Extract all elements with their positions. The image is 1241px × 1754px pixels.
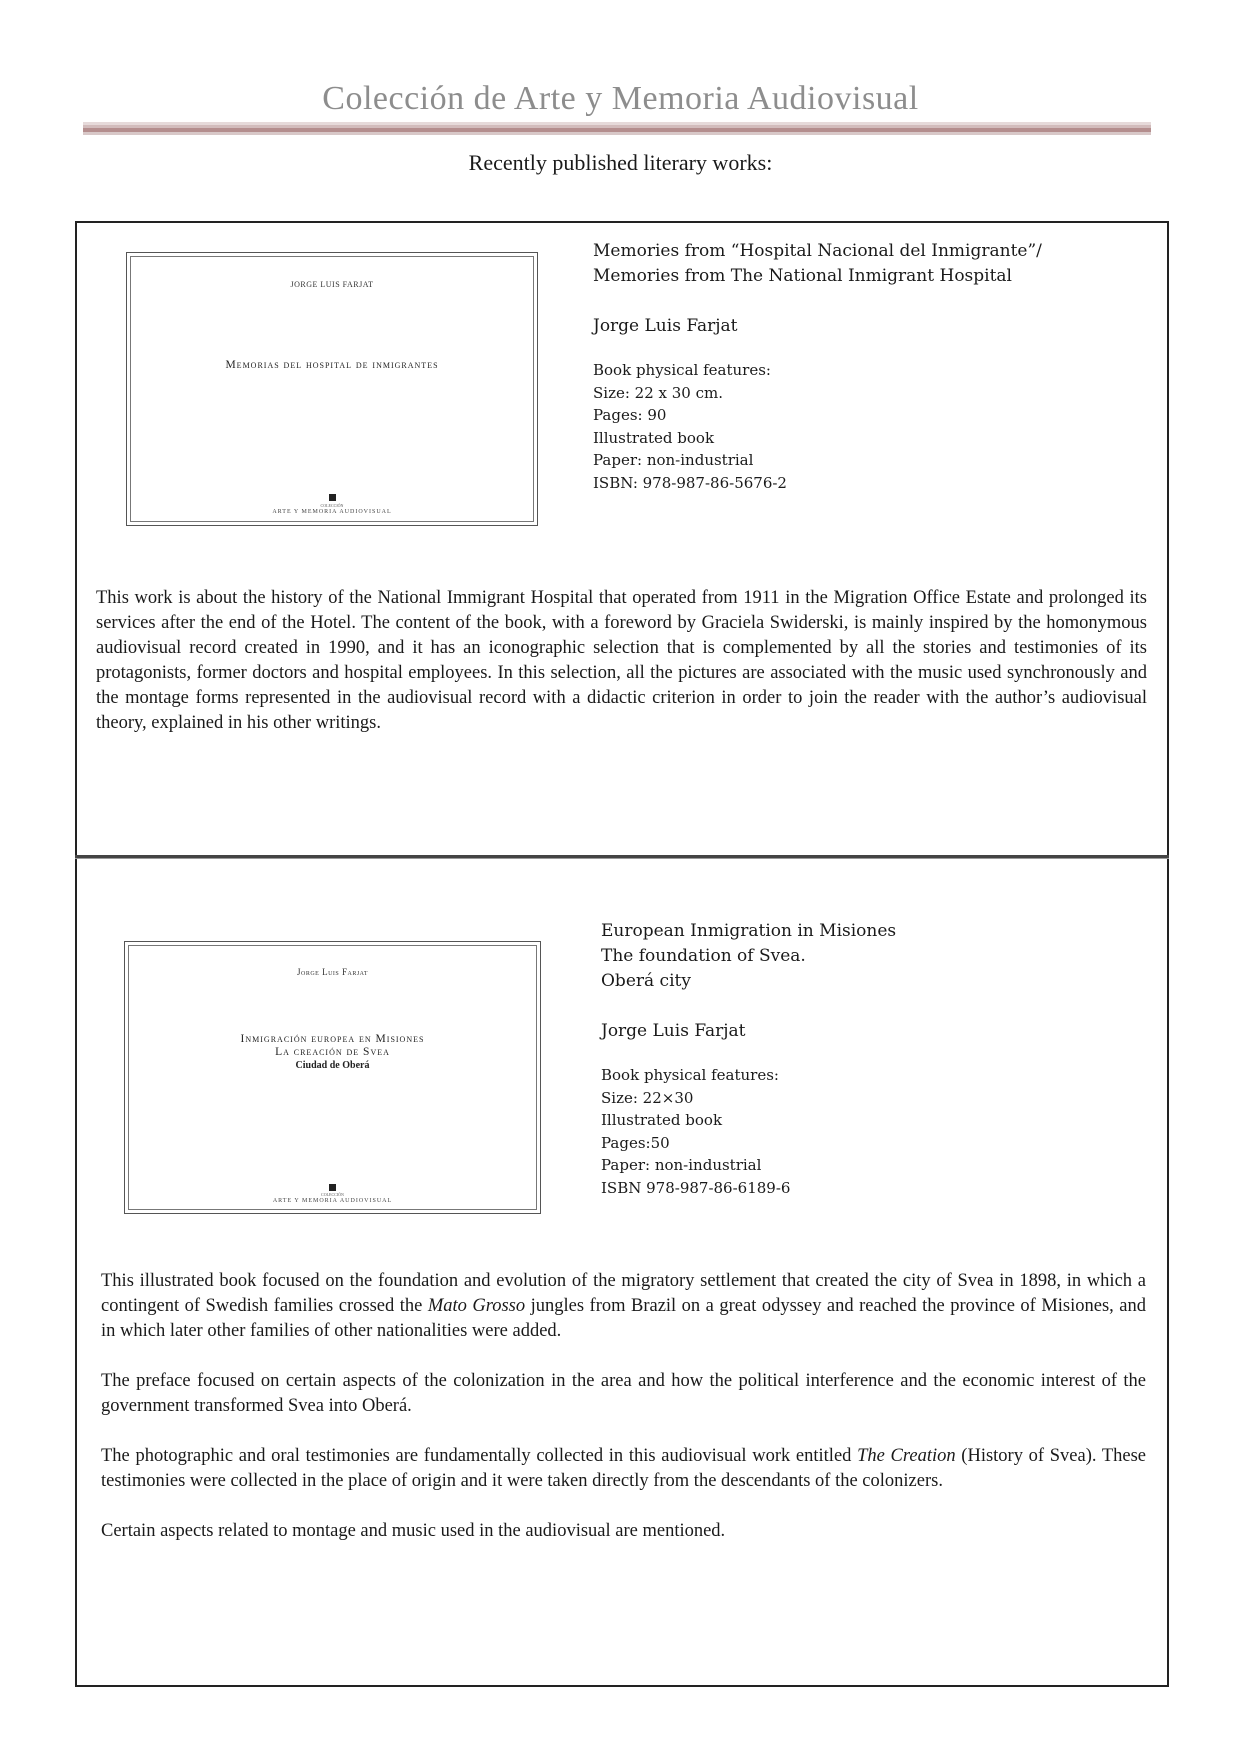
- collection-logo-icon: [329, 494, 336, 501]
- text-span: (History of Svea). These testimonies were collected in the place of origin and it were taken directly from the descendants of the colonizers.: [101, 1446, 1147, 1491]
- cover-subtitle: Ciudad de Oberá: [295, 1060, 370, 1071]
- text-span: The photographic and oral testimonies are fundamentally collected in this audiovisual work entitled: [101, 1446, 858, 1466]
- feature-illustrated: Illustrated book: [593, 428, 715, 447]
- cover-collection-label: COLECCIÓN: [321, 1192, 344, 1197]
- description-paragraph: This work is about the history of the National Immigrant Hospital that operated from 1911 in the Migration Office Estate and prolonged its services after the end of the Hotel. The content of the book, with a foreword by Graciela Swiderski, is mainly inspired by the homonymous audiovisual record created in 1990, and it has an iconographic selection that is complemented by all the stories and testimonies of its protagonists, former doctors and hospital employees. In this selection, all the pictures are associated with the music used synchronously and the montage forms represented in the audiovisual record with a didactic criterion in order to join the reader with the author’s audiovisual theory, explained in his other writings.: [96, 588, 1147, 733]
- book-title-line: European Inmigration in Misiones: [601, 921, 897, 941]
- features-heading: Book physical features:: [593, 361, 771, 379]
- description-paragraph: Certain aspects related to montage and music used in the audiovisual are mentioned.: [101, 1521, 726, 1541]
- feature-pages: Pages:50: [601, 1133, 670, 1152]
- feature-illustrated: Illustrated book: [601, 1111, 723, 1129]
- feature-isbn: ISBN 978-987-86-6189-6: [601, 1178, 791, 1197]
- cover-title: Memorias del hospital de inmigrantes: [225, 359, 439, 371]
- book-cover-image: [126, 252, 538, 526]
- feature-size: Size: 22×30: [601, 1088, 694, 1107]
- features-heading: Book physical features:: [601, 1066, 779, 1084]
- description-paragraph: [101, 1269, 1146, 1344]
- section-divider: [75, 855, 1169, 859]
- cover-collection-label: COLECCIÓN: [320, 503, 344, 508]
- cover-inner-border: [128, 945, 537, 1210]
- book-description: [96, 586, 1147, 761]
- italic-work-title: The Creation: [857, 1446, 956, 1466]
- feature-isbn: ISBN: 978-987-86-5676-2: [593, 473, 787, 492]
- book-cover-image: [124, 941, 541, 1214]
- page-subtitle: Recently published literary works:: [468, 150, 773, 175]
- cover-title: Inmigración europea en Misiones: [240, 1033, 425, 1045]
- text-span: jungles from Brazil on a great odyssey and reached the province of Misiones, and in which later other families of other nationalities were added.: [101, 1296, 1146, 1341]
- header-divider-bar: [83, 122, 1151, 135]
- feature-paper: Paper: non-industrial: [593, 451, 754, 469]
- italic-place-name: Mato Grosso: [427, 1296, 526, 1316]
- book-title-line: Oberá city: [601, 971, 691, 991]
- cover-author: Jorge Luis Farjat: [296, 967, 368, 977]
- book-author: Jorge Luis Farjat: [593, 316, 738, 336]
- book-features: [601, 1064, 1121, 1199]
- feature-size: Size: 22 x 30 cm.: [593, 383, 724, 402]
- collection-header-title: Colección de Arte y Memoria Audiovisual: [322, 80, 919, 117]
- feature-paper: Paper: non-industrial: [601, 1156, 762, 1174]
- book-description: [101, 1269, 1146, 1569]
- text-span: This illustrated book focused on the foundation and evolution of the migratory settlement that created the city of Svea in 1898, in which a contingent of Swedish families crossed the: [101, 1271, 1146, 1316]
- book-title-line: Memories from “Hospital Nacional del Inmigrante”/: [593, 241, 1042, 261]
- description-paragraph: The preface focused on certain aspects of the colonization in the area and how the political interference and the economic interest of the government transformed Svea into Oberá.: [101, 1371, 1146, 1416]
- cover-author: JORGE LUIS FARJAT: [290, 280, 374, 289]
- feature-pages: Pages: 90: [593, 406, 667, 424]
- book-author: Jorge Luis Farjat: [601, 1021, 746, 1041]
- cover-title: La creación de Svea: [275, 1046, 390, 1058]
- book-info: [601, 919, 1121, 1199]
- book-info: [593, 239, 1113, 494]
- book-title-line: Memories from The National Inmigrant Hospital: [593, 266, 1012, 286]
- cover-inner-border: [130, 256, 534, 522]
- cover-series: ARTE Y MEMORIA AUDIOVISUAL: [272, 1198, 393, 1204]
- collection-logo-icon: [329, 1184, 336, 1191]
- book-title-line: The foundation of Svea.: [601, 946, 806, 966]
- cover-series: ARTE Y MEMORIA AUDIOVISUAL: [272, 509, 392, 515]
- header-bar-stripe: [83, 132, 1151, 135]
- description-paragraph: [101, 1444, 1146, 1494]
- book-features: [593, 359, 1113, 494]
